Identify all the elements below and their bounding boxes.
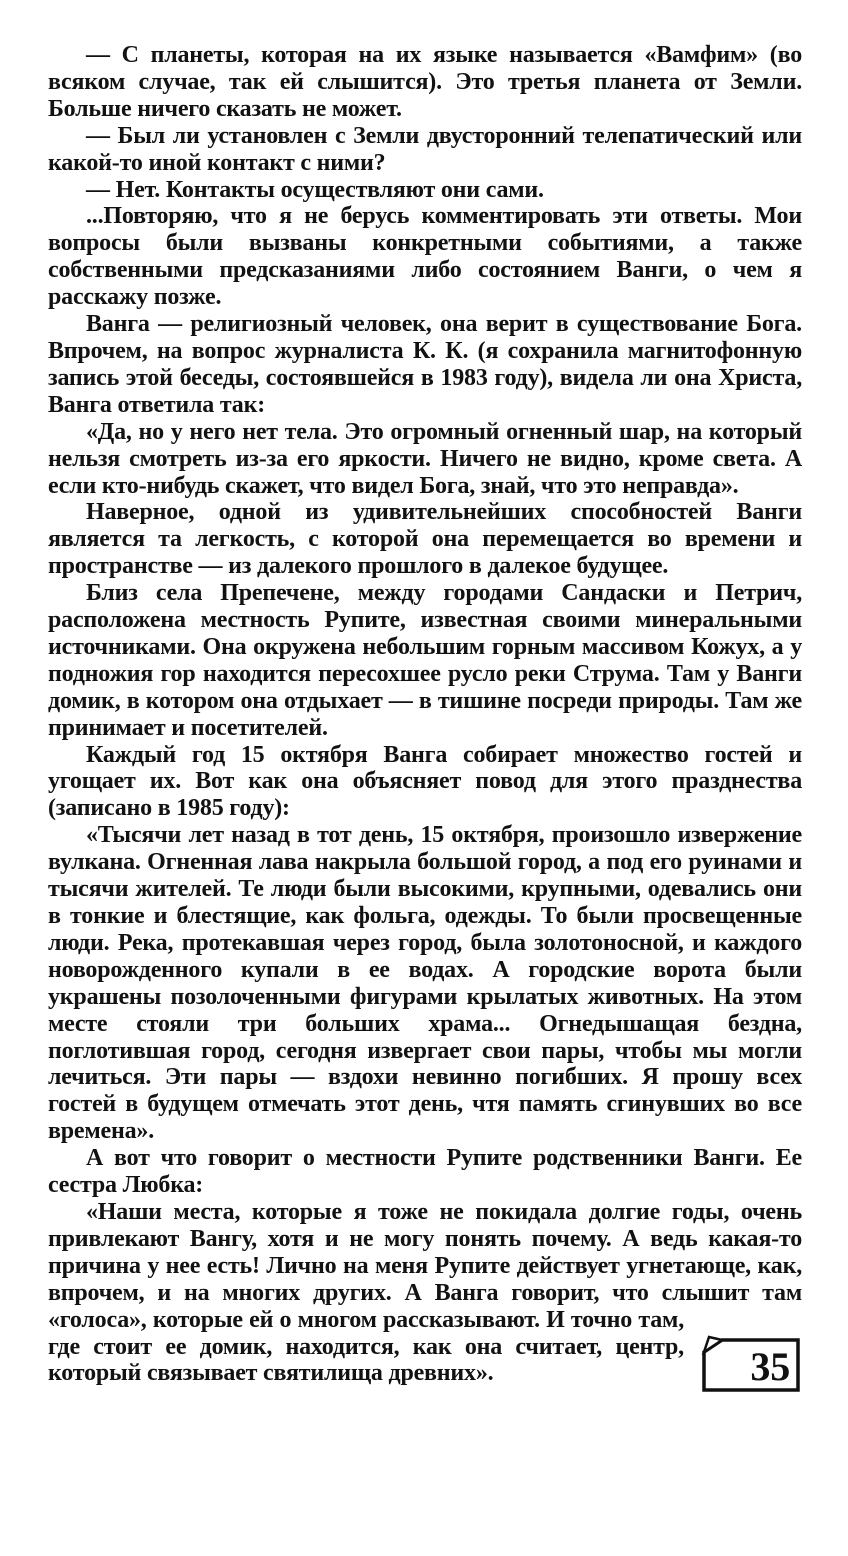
paragraph: Наверное, одной из удивительнейших способностей Ванги является та легкость, с которой она перемещается во времени и пространстве — из далекого прошлого в далекое будущее.	[48, 499, 802, 580]
paragraph: «Да, но у него нет тела. Это огромный огненный шар, на который нельзя смотреть из-за его яркости. Ничего не видно, кроме света. А если кто-нибудь скажет, что видел Бога, знай, что это неправда».	[48, 418, 802, 499]
paragraph: — Был ли установлен с Земли двусторонний телепатический или какой-то иной контакт с ними?	[48, 122, 802, 176]
paragraph-text: «Наши места, которые я тоже не покидала долгие годы, очень привлекают Вангу, хотя и не могу понять почему. А ведь какая-то причина у нее есть! Лично на меня Рупите действует угнетающе, как, впрочем, и на многих других. А Ванга говорит, что слышит там «голоса», которые ей о многом рассказывают. И точно там, где стоит ее домик, находится, как она считает, центр, который связывает святилища древних».	[48, 1198, 802, 1387]
paragraph: А вот что говорит о местности Рупите родственники Ванги. Ее сестра Любка:	[48, 1145, 802, 1199]
paragraph: Близ села Препечене, между городами Сандаски и Петрич, расположена местность Рупите, известная своими минеральными источниками. Она окружена небольшим горным массивом Кожух, а у подножия гор находится пересохшее русло реки Струма. Там у Ванги домик, в котором она отдыхает — в тишине посреди природы. Там же принимает и посетителей.	[48, 580, 802, 741]
folded-corner-icon	[700, 1335, 802, 1393]
paragraph: «Тысячи лет назад в тот день, 15 октября, произошло извержение вулкана. Огненная лава накрыла большой город, а под его руинами и тысячи жителей. Те люди были высокими, крупными, одевались они в тонкие и блестящие, как фольга, одежды. То были просвещенные люди. Река, протекавшая через город, была золотоносной, и каждого новорожденного купали в ее водах. А городские ворота были украшены позолоченными фигурами крылатых животных. На этом месте стояли три больших храма... Огнедышащая бездна, поглотившая город, сегодня извергает свои пары, чтобы мы могли лечиться. Эти пары — вздохи невинно погибших. Я прошу всех гостей в будущем отмечать этот день, чтя память сгинувших во все времена».	[48, 822, 802, 1145]
page-number-badge	[700, 1335, 802, 1393]
paragraph: — Нет. Контакты осуществляют они сами.	[86, 176, 544, 203]
paragraph	[48, 1199, 802, 1387]
paragraph: ...Повторяю, что я не берусь комментировать эти ответы. Мои вопросы были вызваны конкретными событиями, а также собственными предсказаниями либо состоянием Ванги, о чем я расскажу позже.	[48, 203, 802, 311]
paragraph: Каждый год 15 октября Ванга собирает множество гостей и угощает их. Вот как она объясняет повод для этого празднества (записано в 1985 году):	[48, 741, 802, 822]
paragraph: Ванга — религиозный человек, она верит в существование Бога. Впрочем, на вопрос журналиста К. К. (я сохранила магнитофонную запись этой беседы, состоявшейся в 1983 году), видела ли она Христа, Ванга ответила так:	[48, 311, 802, 418]
paragraph: — С планеты, которая на их языке называется «Вамфим» (во всяком случае, так ей слышится). Это третья планета от Земли. Больше ничего сказать не может.	[48, 42, 802, 122]
page-number: 35	[750, 1343, 790, 1389]
